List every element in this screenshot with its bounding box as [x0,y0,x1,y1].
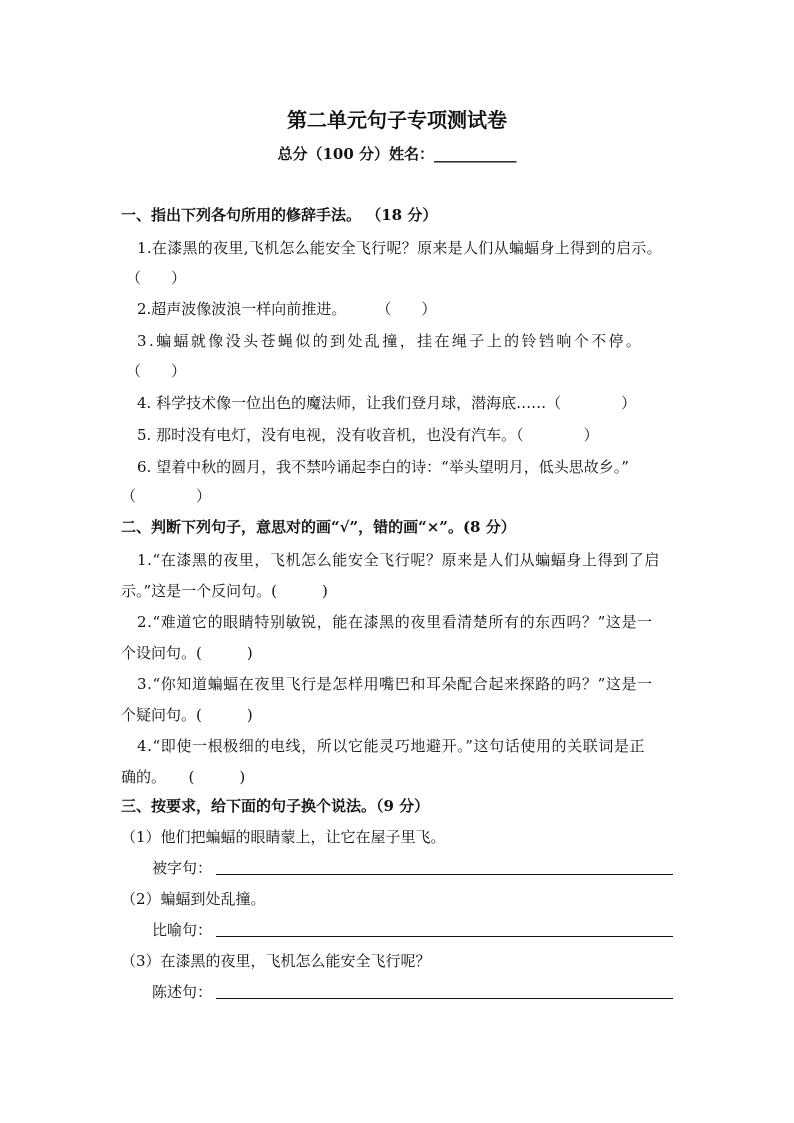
section-1-heading: 一、指出下列各句所用的修辞手法。 （18 分） [121,206,438,224]
s3-label-passive: 被字句： [152,859,213,877]
s1-question-4: 4. 科学技术像一位出色的魔法师，让我们登月球，潜海底……（ ） [137,394,637,412]
s2-question-4-line-1: 4.“即使一根极细的电线，所以它能灵巧地避开。”这句话使用的关联词是正 [137,737,646,755]
s3-answer-line-1[interactable] [216,874,673,875]
section-3-heading: 三、按要求，给下面的句子换个说法。（9 分） [121,797,430,815]
s3-label-simile: 比喻句： [152,921,213,939]
s2-question-3-line-2: 个疑问句。( ) [121,706,253,724]
s3-question-2: （2）蝙蝠到处乱撞。 [121,890,266,908]
s1-question-5: 5. 那时没有电灯，没有电视，没有收音机，也没有汽车。（ ） [137,426,599,444]
s1-question-2: 2.超声波像波浪一样向前推进。 （ ） [137,300,437,318]
s1-question-3: 3.蝙蝠就像没头苍蝇似的到处乱撞，挂在绳子上的铃铛响个不停。 [137,332,644,350]
score-name-line: 总分（100 分）姓名：___________ [277,145,517,163]
s1-answer-blank-6[interactable]: （ ） [121,487,212,505]
s3-question-3: （3）在漆黑的夜里，飞机怎么能安全飞行呢？ [121,952,431,970]
s1-answer-blank-3[interactable]: （ ） [126,362,187,380]
s3-question-1: （1）他们把蝙蝠的眼睛蒙上，让它在屋子里飞。 [121,828,446,846]
s2-question-2-line-1: 2.“难道它的眼睛特别敏锐，能在漆黑的夜里看清楚所有的东西吗？”这是一 [137,613,653,631]
s2-question-4-line-2: 确的。 ( ) [121,768,246,786]
s3-label-declarative: 陈述句： [152,983,213,1001]
s2-question-1-line-1: 1.“在漆黑的夜里，飞机怎么能安全飞行呢？原来是人们从蝙蝠身上得到了启 [137,551,660,569]
s2-question-1-line-2: 示。”这是一个反问句。( ) [121,582,328,600]
page-title: 第二单元句子专项测试卷 [287,108,507,132]
section-2-heading: 二、判断下列句子，意思对的画“√”，错的画“×”。(8 分） [121,518,516,536]
s1-question-1: 1.在漆黑的夜里,飞机怎么能安全飞行呢？原来是人们从蝙蝠身上得到的启示。 [137,239,662,257]
s2-question-2-line-2: 个设问句。( ) [121,644,253,662]
s2-question-3-line-1: 3.“你知道蝙蝠在夜里飞行是怎样用嘴巴和耳朵配合起来探路的吗？”这是一 [137,675,653,693]
s3-answer-line-2[interactable] [216,936,673,937]
s1-question-6: 6. 望着中秋的圆月，我不禁吟诵起李白的诗：“举头望明月，低头思故乡。” [137,458,629,476]
s3-answer-line-3[interactable] [216,998,673,999]
s1-answer-blank-1[interactable]: （ ） [126,269,187,287]
